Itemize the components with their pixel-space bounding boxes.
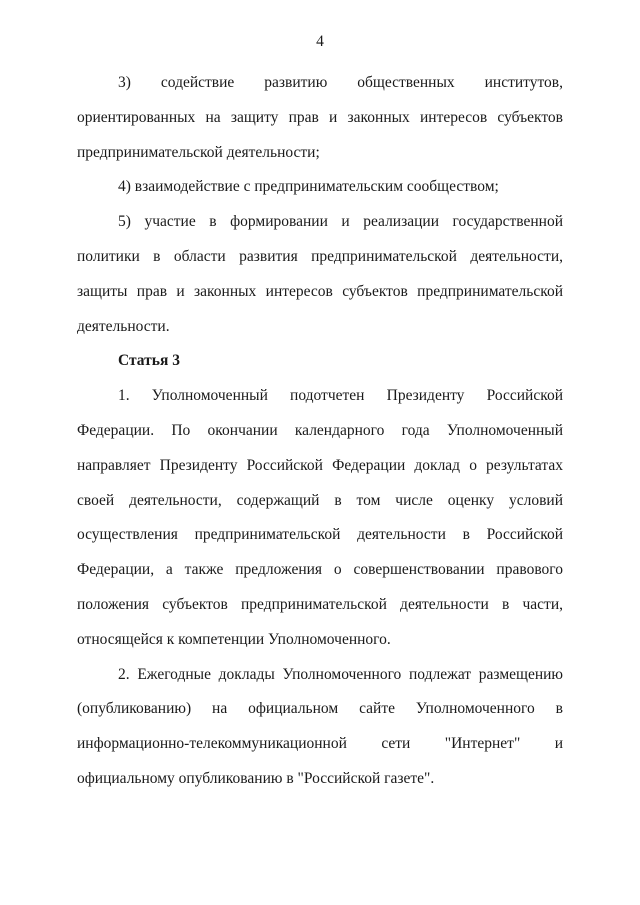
list-item-3: 3) содействие развитию общественных институтов, ориентированных на защиту прав и законных интересов субъектов предпринимательской деятельности;	[77, 74, 563, 161]
article-paragraph-1: 1. Уполномоченный подотчетен Президенту Российской Федерации. По окончании календарного года Уполномоченный направляет Президенту Российской Федерации доклад о результатах своей деятельности, содержащий в том числе оценку условий осуществления предпринимательской деятельности в Российской Федерации, а также предложения о совершенствовании правового положения субъектов предпринимательской деятельности в части, относящейся к компетенции Уполномоченного.	[77, 387, 563, 648]
page-number: 4	[316, 33, 324, 50]
list-item-4: 4) взаимодействие с предпринимательским сообществом;	[118, 178, 499, 196]
document-body	[77, 66, 563, 797]
article-heading: Статья 3	[118, 352, 180, 370]
list-item-5: 5) участие в формировании и реализации государственной политики в области развития предпринимательской деятельности, защиты прав и законных интересов субъектов предпринимательской деятельности.	[77, 213, 563, 335]
article-paragraph-2: 2. Ежегодные доклады Уполномоченного подлежат размещению (опубликованию) на официальном сайте Уполномоченного в информационно-телекоммуникационной сети "Интернет" и официальному опубликованию в "Российской газете".	[77, 665, 563, 787]
